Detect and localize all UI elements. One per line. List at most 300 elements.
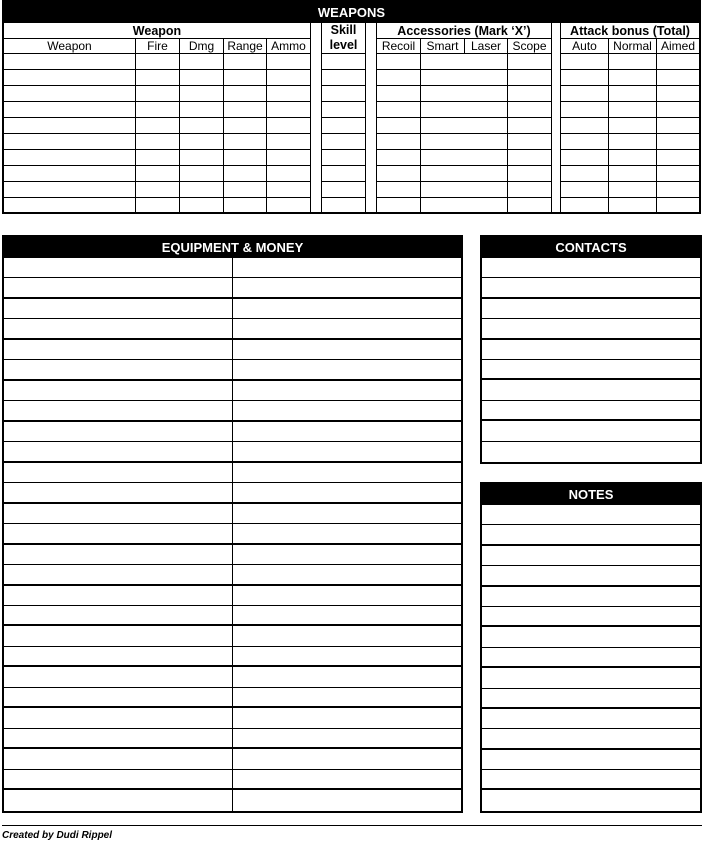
weapon-rows xyxy=(4,54,310,214)
list-row xyxy=(4,524,461,544)
weapon-cell[interactable] xyxy=(377,166,421,181)
list-row xyxy=(482,505,700,525)
entry-field[interactable] xyxy=(482,627,700,646)
entry-field[interactable] xyxy=(4,340,233,359)
weapon-cell[interactable] xyxy=(421,166,509,181)
weapon-cell[interactable] xyxy=(322,86,365,101)
weapon-cell[interactable] xyxy=(180,54,224,69)
entry-field[interactable] xyxy=(233,688,461,706)
entry-field[interactable] xyxy=(4,319,233,337)
weapons-divider xyxy=(365,23,377,214)
weapon-cell[interactable] xyxy=(180,166,224,181)
entry-field[interactable] xyxy=(482,648,700,666)
entry-field[interactable] xyxy=(4,790,233,810)
weapon-cell[interactable] xyxy=(224,182,267,197)
entry-field[interactable] xyxy=(4,422,233,441)
list-row xyxy=(482,401,700,421)
list-row xyxy=(4,463,461,483)
col-weapon: Weapon xyxy=(4,39,136,53)
entry-field[interactable] xyxy=(482,258,700,277)
entry-field[interactable] xyxy=(4,360,233,378)
entry-field[interactable] xyxy=(482,689,700,707)
entry-field[interactable] xyxy=(482,790,700,810)
entry-field[interactable] xyxy=(482,340,700,359)
weapon-cell[interactable] xyxy=(561,166,609,181)
weapon-cell[interactable] xyxy=(267,198,310,214)
weapon-cell[interactable] xyxy=(136,182,180,197)
weapon-table-row xyxy=(561,70,699,86)
entry-field[interactable] xyxy=(482,750,700,769)
weapon-table-row xyxy=(561,102,699,118)
weapon-table-row xyxy=(4,70,310,86)
skill-header: Skill xyxy=(330,23,357,37)
weapon-table-row xyxy=(4,86,310,102)
entry-field[interactable] xyxy=(233,647,461,665)
weapon-cell[interactable] xyxy=(377,198,421,214)
weapon-cell[interactable] xyxy=(224,86,267,101)
entry-field[interactable] xyxy=(233,626,461,645)
weapon-cell[interactable] xyxy=(508,70,551,85)
weapon-cell[interactable] xyxy=(508,150,551,165)
entry-field[interactable] xyxy=(4,770,233,788)
weapon-cell[interactable] xyxy=(224,102,267,117)
weapon-table-row xyxy=(377,134,551,150)
weapon-cell[interactable] xyxy=(609,118,657,133)
entry-field[interactable] xyxy=(4,626,233,645)
entry-field[interactable] xyxy=(233,340,461,359)
weapon-cell[interactable] xyxy=(609,102,657,117)
list-row xyxy=(4,360,461,380)
entry-field[interactable] xyxy=(4,299,233,318)
entry-field[interactable] xyxy=(482,566,700,584)
entry-field[interactable] xyxy=(482,380,700,399)
list-row xyxy=(482,668,700,688)
weapon-cell[interactable] xyxy=(4,54,136,69)
weapon-cell[interactable] xyxy=(267,166,310,181)
weapon-cell[interactable] xyxy=(508,102,551,117)
list-row xyxy=(482,566,700,586)
contacts-title: CONTACTS xyxy=(482,237,700,258)
weapon-cell[interactable] xyxy=(609,150,657,165)
weapon-cell[interactable] xyxy=(421,70,509,85)
entry-field[interactable] xyxy=(233,667,461,686)
entry-field[interactable] xyxy=(4,586,233,605)
col-recoil: Recoil xyxy=(377,39,421,53)
weapon-cell[interactable] xyxy=(657,134,699,149)
weapon-cell[interactable] xyxy=(180,182,224,197)
weapon-table-row xyxy=(377,198,551,214)
weapon-table-row xyxy=(377,166,551,182)
weapon-cell[interactable] xyxy=(421,102,509,117)
weapon-cell[interactable] xyxy=(609,54,657,69)
list-row xyxy=(4,708,461,728)
entry-field[interactable] xyxy=(4,647,233,665)
weapon-table-row xyxy=(4,150,310,166)
weapon-cell[interactable] xyxy=(609,166,657,181)
weapon-cell[interactable] xyxy=(224,54,267,69)
weapon-cell[interactable] xyxy=(322,182,365,197)
equipment-title: EQUIPMENT & MONEY xyxy=(4,237,461,258)
weapon-cell[interactable] xyxy=(267,182,310,197)
weapon-table-row xyxy=(561,54,699,70)
weapon-cell[interactable] xyxy=(657,182,699,197)
weapon-cell[interactable] xyxy=(421,86,509,101)
col-normal: Normal xyxy=(609,39,657,53)
weapon-cell[interactable] xyxy=(561,134,609,149)
weapon-cell[interactable] xyxy=(180,150,224,165)
weapon-cell[interactable] xyxy=(609,198,657,214)
weapon-cell[interactable] xyxy=(267,70,310,85)
notes-section xyxy=(480,482,702,813)
weapon-cell[interactable] xyxy=(224,166,267,181)
weapon-cell[interactable] xyxy=(377,134,421,149)
col-aimed: Aimed xyxy=(660,39,695,53)
list-row xyxy=(482,790,700,810)
list-row xyxy=(482,525,700,545)
weapon-cell[interactable] xyxy=(657,198,699,214)
weapon-cell[interactable] xyxy=(224,150,267,165)
weapon-cell[interactable] xyxy=(322,134,365,149)
weapon-cell[interactable] xyxy=(4,150,136,165)
weapon-table-row xyxy=(4,134,310,150)
entry-field[interactable] xyxy=(233,749,461,768)
accessories-header: Accessories (Mark ‘X’) xyxy=(377,23,551,39)
entry-field[interactable] xyxy=(233,504,461,523)
list-row xyxy=(4,626,461,646)
list-row xyxy=(4,258,461,278)
weapon-cell[interactable] xyxy=(4,86,136,101)
weapon-cell[interactable] xyxy=(421,198,509,214)
weapon-cell[interactable] xyxy=(657,102,699,117)
entry-field[interactable] xyxy=(233,422,461,441)
entry-field[interactable] xyxy=(233,483,461,501)
weapon-cell[interactable] xyxy=(136,102,180,117)
weapon-cell[interactable] xyxy=(561,182,609,197)
weapon-cell[interactable] xyxy=(377,102,421,117)
list-row xyxy=(482,421,700,441)
entry-field[interactable] xyxy=(4,606,233,624)
weapon-cell[interactable] xyxy=(421,182,509,197)
weapon-table-row xyxy=(322,134,365,150)
entry-field[interactable] xyxy=(4,442,233,460)
entry-field[interactable] xyxy=(4,401,233,419)
weapon-cell[interactable] xyxy=(4,198,136,214)
entry-field[interactable] xyxy=(482,442,700,462)
col-fire: Fire xyxy=(136,39,180,53)
entry-field[interactable] xyxy=(482,401,700,419)
weapon-cell[interactable] xyxy=(322,166,365,181)
weapon-group xyxy=(4,23,310,214)
weapon-cell[interactable] xyxy=(609,86,657,101)
weapon-table-row xyxy=(561,182,699,198)
attack-header: Attack bonus (Total) xyxy=(561,23,699,39)
weapon-cell[interactable] xyxy=(322,198,365,214)
weapon-cell[interactable] xyxy=(377,118,421,133)
contacts-section xyxy=(480,235,702,464)
accessories-group xyxy=(377,23,551,214)
entry-field[interactable] xyxy=(4,278,233,296)
entry-field[interactable] xyxy=(482,546,700,565)
weapon-cell[interactable] xyxy=(609,182,657,197)
contacts-rows xyxy=(482,258,700,462)
list-row xyxy=(4,729,461,749)
col-ammo: Ammo xyxy=(271,39,306,53)
weapon-cell[interactable] xyxy=(377,182,421,197)
entry-field[interactable] xyxy=(4,729,233,747)
entry-field[interactable] xyxy=(233,770,461,788)
weapon-cell[interactable] xyxy=(267,102,310,117)
entry-field[interactable] xyxy=(4,749,233,768)
weapon-table-row xyxy=(322,54,365,70)
entry-field[interactable] xyxy=(233,565,461,583)
weapon-cell[interactable] xyxy=(136,70,180,85)
col-auto: Auto xyxy=(561,39,609,53)
weapon-cell[interactable] xyxy=(561,102,609,117)
entry-field[interactable] xyxy=(4,504,233,523)
weapon-cell[interactable] xyxy=(267,86,310,101)
entry-field[interactable] xyxy=(482,505,700,524)
weapon-cell[interactable] xyxy=(508,198,551,214)
entry-field[interactable] xyxy=(233,299,461,318)
entry-field[interactable] xyxy=(233,463,461,482)
list-row xyxy=(482,299,700,319)
entry-field[interactable] xyxy=(233,545,461,564)
entry-field[interactable] xyxy=(233,381,461,400)
list-row xyxy=(482,587,700,607)
weapon-cell[interactable] xyxy=(224,70,267,85)
list-row xyxy=(482,360,700,380)
list-row xyxy=(4,770,461,790)
weapon-cell[interactable] xyxy=(136,54,180,69)
weapon-cell[interactable] xyxy=(322,54,365,69)
weapon-cell[interactable] xyxy=(224,118,267,133)
list-row xyxy=(4,565,461,585)
weapon-table-row xyxy=(377,70,551,86)
weapon-cell[interactable] xyxy=(377,86,421,101)
weapon-cell[interactable] xyxy=(657,150,699,165)
list-row xyxy=(4,606,461,626)
list-row xyxy=(4,688,461,708)
entry-field[interactable] xyxy=(233,524,461,542)
entry-field[interactable] xyxy=(4,258,233,277)
weapon-table-row xyxy=(561,198,699,214)
entry-field[interactable] xyxy=(4,463,233,482)
entry-field[interactable] xyxy=(4,381,233,400)
list-row xyxy=(4,340,461,360)
entry-field[interactable] xyxy=(233,319,461,337)
list-row xyxy=(482,278,700,298)
weapon-table-row xyxy=(377,150,551,166)
weapon-cell[interactable] xyxy=(561,70,609,85)
weapon-cell[interactable] xyxy=(180,118,224,133)
entry-field[interactable] xyxy=(233,790,461,810)
weapon-table-row xyxy=(4,182,310,198)
weapons-divider xyxy=(310,23,322,214)
list-row xyxy=(4,278,461,298)
weapon-table-row xyxy=(322,102,365,118)
list-row xyxy=(4,401,461,421)
weapon-cell[interactable] xyxy=(267,54,310,69)
weapon-cell[interactable] xyxy=(421,150,509,165)
weapon-cell[interactable] xyxy=(322,118,365,133)
entry-field[interactable] xyxy=(233,360,461,378)
weapon-cell[interactable] xyxy=(136,198,180,214)
weapon-cell[interactable] xyxy=(561,118,609,133)
weapon-table-row xyxy=(561,118,699,134)
weapon-cell[interactable] xyxy=(136,150,180,165)
accessories-rows xyxy=(377,54,551,214)
entry-field[interactable] xyxy=(233,606,461,624)
weapon-cell[interactable] xyxy=(180,134,224,149)
entry-field[interactable] xyxy=(482,770,700,788)
weapon-cell[interactable] xyxy=(508,166,551,181)
skill-rows xyxy=(322,54,365,214)
weapon-table-row xyxy=(4,102,310,118)
weapon-cell[interactable] xyxy=(267,134,310,149)
weapon-cell[interactable] xyxy=(561,54,609,69)
weapon-cell[interactable] xyxy=(4,182,136,197)
entry-field[interactable] xyxy=(4,708,233,727)
list-row xyxy=(4,749,461,769)
col-smart: Smart xyxy=(421,39,465,53)
weapon-cell[interactable] xyxy=(657,166,699,181)
entry-field[interactable] xyxy=(482,607,700,625)
weapon-table-row xyxy=(4,166,310,182)
list-row xyxy=(4,545,461,565)
entry-field[interactable] xyxy=(482,360,700,378)
weapon-cell[interactable] xyxy=(4,118,136,133)
list-row xyxy=(482,258,700,278)
weapon-cell[interactable] xyxy=(267,150,310,165)
entry-field[interactable] xyxy=(4,667,233,686)
skill-group xyxy=(322,23,365,214)
list-row xyxy=(4,319,461,339)
weapon-table-row xyxy=(561,150,699,166)
entry-field[interactable] xyxy=(482,709,700,728)
entry-field[interactable] xyxy=(233,708,461,727)
entry-field[interactable] xyxy=(4,545,233,564)
col-range: Range xyxy=(224,39,267,53)
weapon-cell[interactable] xyxy=(4,70,136,85)
weapon-cell[interactable] xyxy=(421,54,509,69)
weapon-cell[interactable] xyxy=(561,198,609,214)
weapon-cell[interactable] xyxy=(180,198,224,214)
entry-field[interactable] xyxy=(233,401,461,419)
weapon-cell[interactable] xyxy=(377,70,421,85)
credit-text: Created by Dudi Rippel xyxy=(2,825,702,841)
weapon-cell[interactable] xyxy=(180,86,224,101)
entry-field[interactable] xyxy=(233,278,461,296)
weapon-cell[interactable] xyxy=(508,54,551,69)
weapon-cell[interactable] xyxy=(609,134,657,149)
list-row xyxy=(482,689,700,709)
entry-field[interactable] xyxy=(482,319,700,337)
weapon-cell[interactable] xyxy=(561,86,609,101)
list-row xyxy=(482,750,700,770)
weapon-cell[interactable] xyxy=(136,134,180,149)
entry-field[interactable] xyxy=(4,524,233,542)
weapon-cell[interactable] xyxy=(561,150,609,165)
weapon-table-row xyxy=(322,166,365,182)
weapon-table-row xyxy=(4,198,310,214)
weapon-cell[interactable] xyxy=(657,54,699,69)
list-row xyxy=(4,667,461,687)
weapon-table-row xyxy=(322,86,365,102)
list-row xyxy=(482,770,700,790)
weapon-table-row xyxy=(377,118,551,134)
list-row xyxy=(4,504,461,524)
attack-group xyxy=(561,23,699,214)
entry-field[interactable] xyxy=(233,729,461,747)
weapon-table-row xyxy=(377,182,551,198)
weapon-cell[interactable] xyxy=(322,70,365,85)
accessories-col-headers xyxy=(377,39,551,54)
entry-field[interactable] xyxy=(482,587,700,606)
weapon-cell[interactable] xyxy=(136,118,180,133)
weapon-cell[interactable] xyxy=(224,134,267,149)
weapon-table-row xyxy=(561,86,699,102)
weapon-cell[interactable] xyxy=(508,118,551,133)
weapon-table-row xyxy=(322,182,365,198)
entry-field[interactable] xyxy=(233,442,461,460)
weapon-cell[interactable] xyxy=(4,134,136,149)
weapon-cell[interactable] xyxy=(421,134,509,149)
weapon-cell[interactable] xyxy=(4,166,136,181)
entry-field[interactable] xyxy=(4,688,233,706)
weapon-cell[interactable] xyxy=(508,86,551,101)
entry-field[interactable] xyxy=(233,586,461,605)
list-row xyxy=(482,319,700,339)
weapon-table-row xyxy=(322,118,365,134)
weapon-cell[interactable] xyxy=(180,102,224,117)
weapon-cell[interactable] xyxy=(657,86,699,101)
entry-field[interactable] xyxy=(482,278,700,296)
weapon-cell[interactable] xyxy=(136,86,180,101)
weapon-table-row xyxy=(561,166,699,182)
entry-field[interactable] xyxy=(482,729,700,747)
weapon-cell[interactable] xyxy=(609,70,657,85)
skill-header-line2: level xyxy=(329,38,358,52)
list-row xyxy=(482,729,700,749)
weapon-cell[interactable] xyxy=(267,118,310,133)
weapon-cell[interactable] xyxy=(322,150,365,165)
weapon-cell[interactable] xyxy=(508,182,551,197)
weapon-table-row xyxy=(377,54,551,70)
weapon-cell[interactable] xyxy=(180,70,224,85)
weapon-cell[interactable] xyxy=(136,166,180,181)
weapon-cell[interactable] xyxy=(657,70,699,85)
weapon-cell[interactable] xyxy=(224,198,267,214)
weapon-cell[interactable] xyxy=(657,118,699,133)
entry-field[interactable] xyxy=(4,565,233,583)
entry-field[interactable] xyxy=(482,421,700,440)
weapon-cell[interactable] xyxy=(322,102,365,117)
entry-field[interactable] xyxy=(482,525,700,543)
weapon-cell[interactable] xyxy=(421,118,509,133)
entry-field[interactable] xyxy=(4,483,233,501)
weapons-section xyxy=(2,0,701,214)
list-row xyxy=(4,299,461,319)
weapon-cell[interactable] xyxy=(377,54,421,69)
weapon-cell[interactable] xyxy=(377,150,421,165)
list-row xyxy=(482,546,700,566)
entry-field[interactable] xyxy=(482,668,700,687)
entry-field[interactable] xyxy=(482,299,700,318)
list-row xyxy=(482,442,700,462)
weapon-cell[interactable] xyxy=(4,102,136,117)
entry-field[interactable] xyxy=(233,258,461,277)
weapon-cell[interactable] xyxy=(508,134,551,149)
